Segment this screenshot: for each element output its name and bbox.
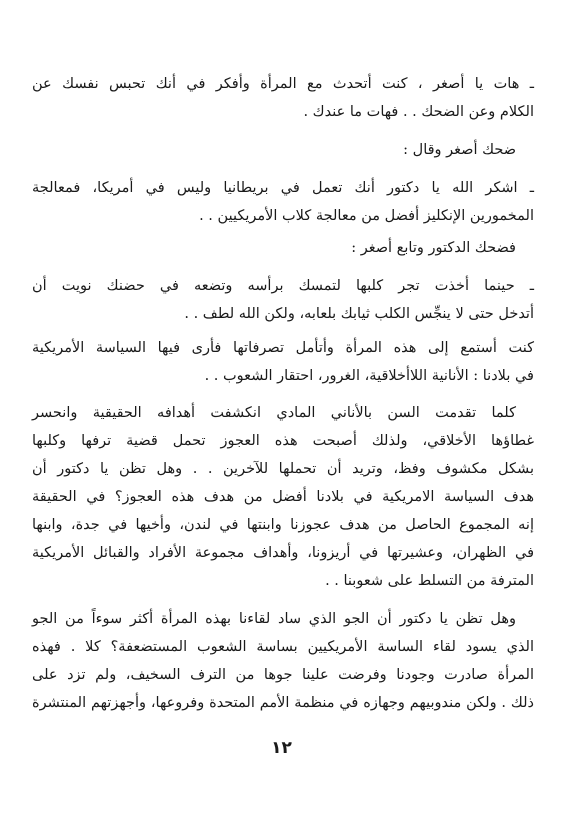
- text-line: الكلام وعن الضحك . . فهات ما عندك .: [303, 104, 534, 120]
- paragraph-6: [32, 334, 534, 390]
- text-line: كنت أستمع إلى هذه المرأة وأتأمل تصرفاتها فأرى فيها السياسة الأمريكية: [32, 340, 534, 356]
- text-line: غطاؤها الأخلاقي، ولذلك أصبحت هذه العجوز تحمل قضية ترفها وكلبها: [32, 433, 534, 449]
- text-line: ـ هات يا أصغر ، كنت أتحدث مع المرأة وأفكر في أنك تحبس نفسك عن: [32, 76, 534, 92]
- paragraph-1: [32, 70, 534, 126]
- paragraph-3: [32, 174, 534, 230]
- text-line: الذي يسود لقاء الساسة الأمريكيين بساسة الشعوب المستضعفة؟ كلا . فهذه: [32, 639, 534, 655]
- paragraph-2: [32, 136, 534, 164]
- paragraph-4: [32, 234, 534, 262]
- text-line: كلما تقدمت السن بالأناني المادي انكشفت أهدافه الحقيقية وانحسر: [32, 405, 516, 421]
- paragraph-8: [32, 605, 534, 717]
- text-line: وهل تظن يا دكتور أن الجو الذي ساد لقاءنا بهذه المرأة أكثر سوءاً من الجو: [32, 611, 516, 627]
- text-line: ـ حينما أخذت تجر كلبها لتمسك برأسه وتضعه في حضنك نويت أن: [32, 278, 534, 294]
- text-line: ذلك . ولكن مندوبيهم وجهازه في منظمة الأمم المتحدة وفروعها، وأجهزتهم المنتشرة: [32, 695, 534, 711]
- page-number: ١٢: [271, 738, 292, 758]
- text-line: إنه المجموع الحاصل من هدف عجوزنا وابنتها في لندن، وأخيها في جدة، وابنها: [32, 517, 534, 533]
- text-line: ضحك أصغر وقال :: [403, 142, 516, 158]
- paragraph-5: [32, 272, 534, 328]
- text-line: المرأة صادرت وجودنا وفرضت علينا جوها من الترف السخيف، ولم تزد على: [32, 667, 534, 683]
- text-line: المترفة من التسلط على شعوبنا . .: [325, 573, 534, 589]
- text-line: بشكل مكشوف وفظ، وتريد أن تحملها للآخرين . . وهل تظن يا دكتور أن: [32, 461, 534, 477]
- text-line: فضحك الدكتور وتابع أصغر :: [351, 240, 516, 256]
- paragraph-7: [32, 399, 534, 595]
- text-line: في الظهران، وعشيرتها في أريزونا، وأهداف مجموعة الأفراد والقبائل الأمريكية: [32, 545, 534, 561]
- text-line: أتدخل حتى لا ينجِّس الكلب ثيابك بلعابه، ولكن الله لطف . .: [184, 306, 534, 322]
- text-line: المخمورين الإنكليز أفضل من معالجة كلاب الأمريكيين . .: [199, 208, 534, 224]
- text-line: ـ اشكر الله يا دكتور أنك تعمل في بريطانيا وليس في أمريكا، فمعالجة: [32, 180, 534, 196]
- text-line: في بلادنا : الأنانية اللاأخلاقية، الغرور، احتقار الشعوب . .: [204, 368, 534, 384]
- text-line: هدف السياسة الامريكية في بلادنا أفضل من هدف هذه العجوز؟ في الحقيقة: [32, 489, 534, 505]
